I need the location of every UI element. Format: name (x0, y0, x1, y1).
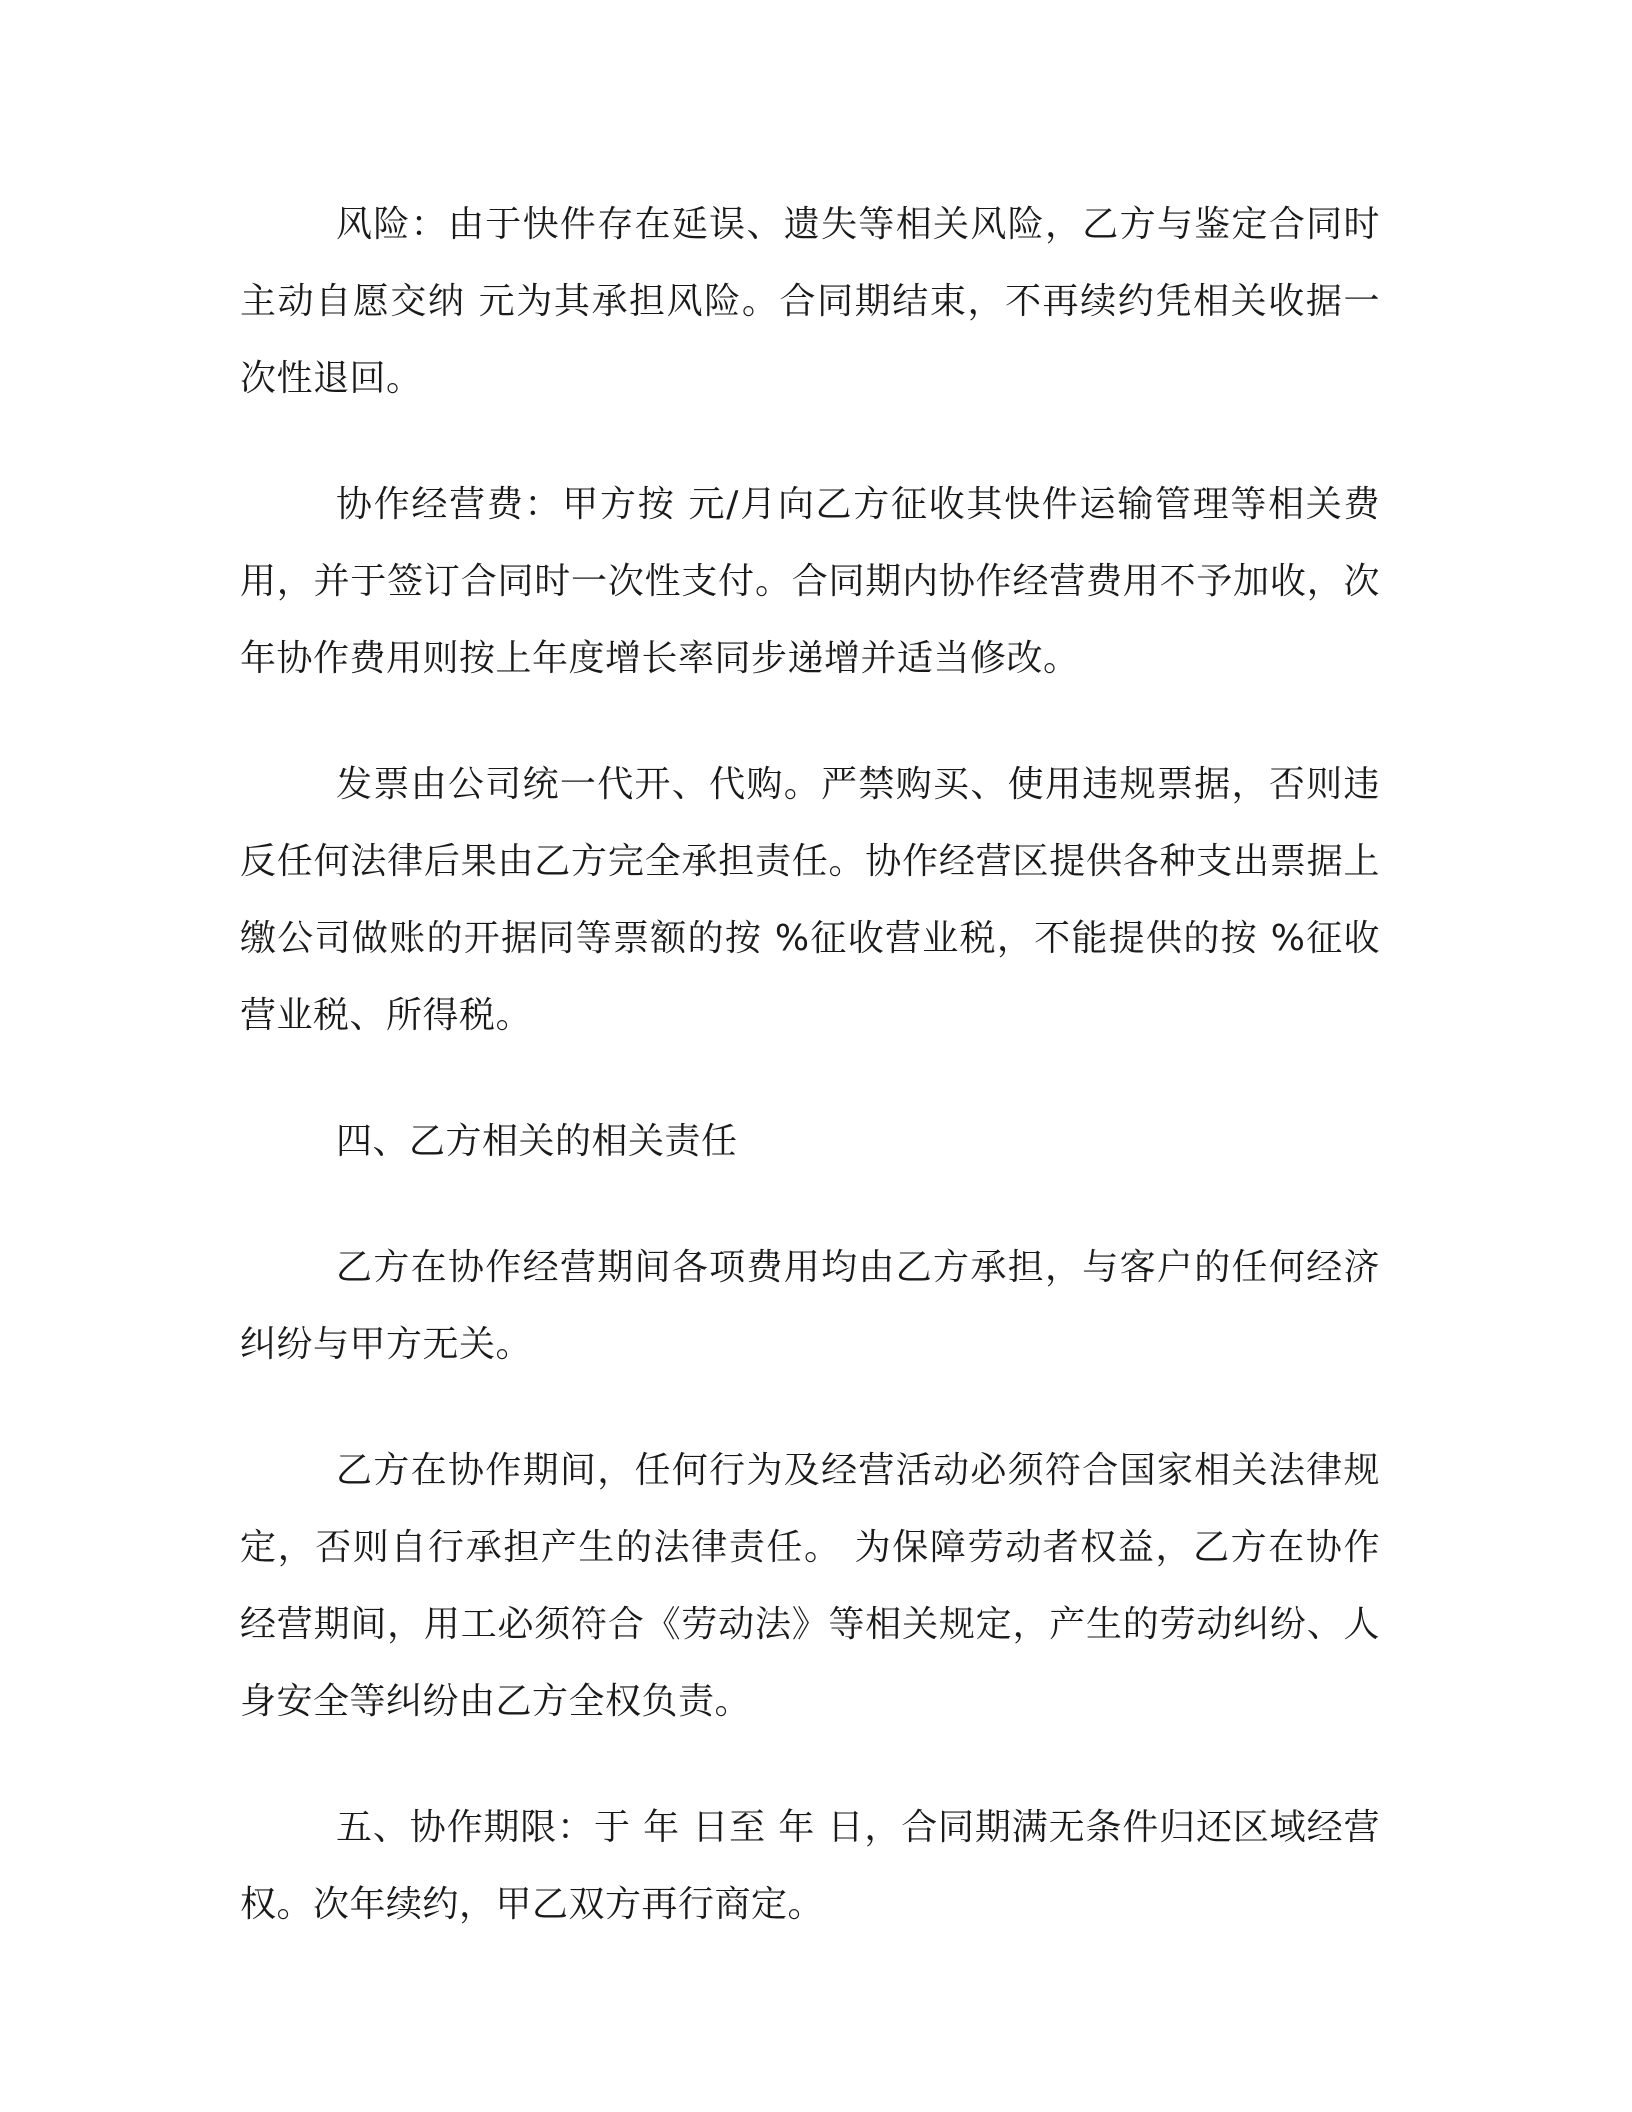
section-heading-party-b-responsibility: 四、乙方相关的相关责任 (336, 1121, 738, 1162)
paragraph-invoice: 发票由公司统一代开、代购。严禁购买、使用违规票据，否则违反任何法律后果由乙方完全承担责任。协作经营区提供各种支出票据上缴公司做账的开据同等票额的按 %征收营业税，不能提供的按 %征收营业税、所得税。 (240, 764, 1380, 1036)
paragraph-cooperation-fee: 协作经营费：甲方按 元/月向乙方征收其快件运输管理等相关费用，并于签订合同时一次性支付。合同期内协作经营费用不予加收，次年协作费用则按上年度增长率同步递增并适当修改。 (240, 484, 1380, 679)
paragraph-risk: 风险：由于快件存在延误、遗失等相关风险，乙方与鉴定合同时主动自愿交纳 元为其承担风险。合同期结束，不再续约凭相关收据一次性退回。 (240, 204, 1380, 399)
paragraph-term: 五、协作期限：于 年 日至 年 日，合同期满无条件归还区域经营权。次年续约，甲乙双方再行商定。 (240, 1807, 1380, 1925)
paragraph-expenses: 乙方在协作经营期间各项费用均由乙方承担，与客户的任何经济纠纷与甲方无关。 (240, 1247, 1380, 1365)
paragraph-legal-compliance: 乙方在协作期间，任何行为及经营活动必须符合国家相关法律规定，否则自行承担产生的法律责任。 为保障劳动者权益，乙方在协作经营期间，用工必须符合《劳动法》等相关规定，产生的劳动纠纷、人身安全等纠纷由乙方全权负责。 (240, 1450, 1380, 1722)
document-body (240, 186, 1380, 1943)
